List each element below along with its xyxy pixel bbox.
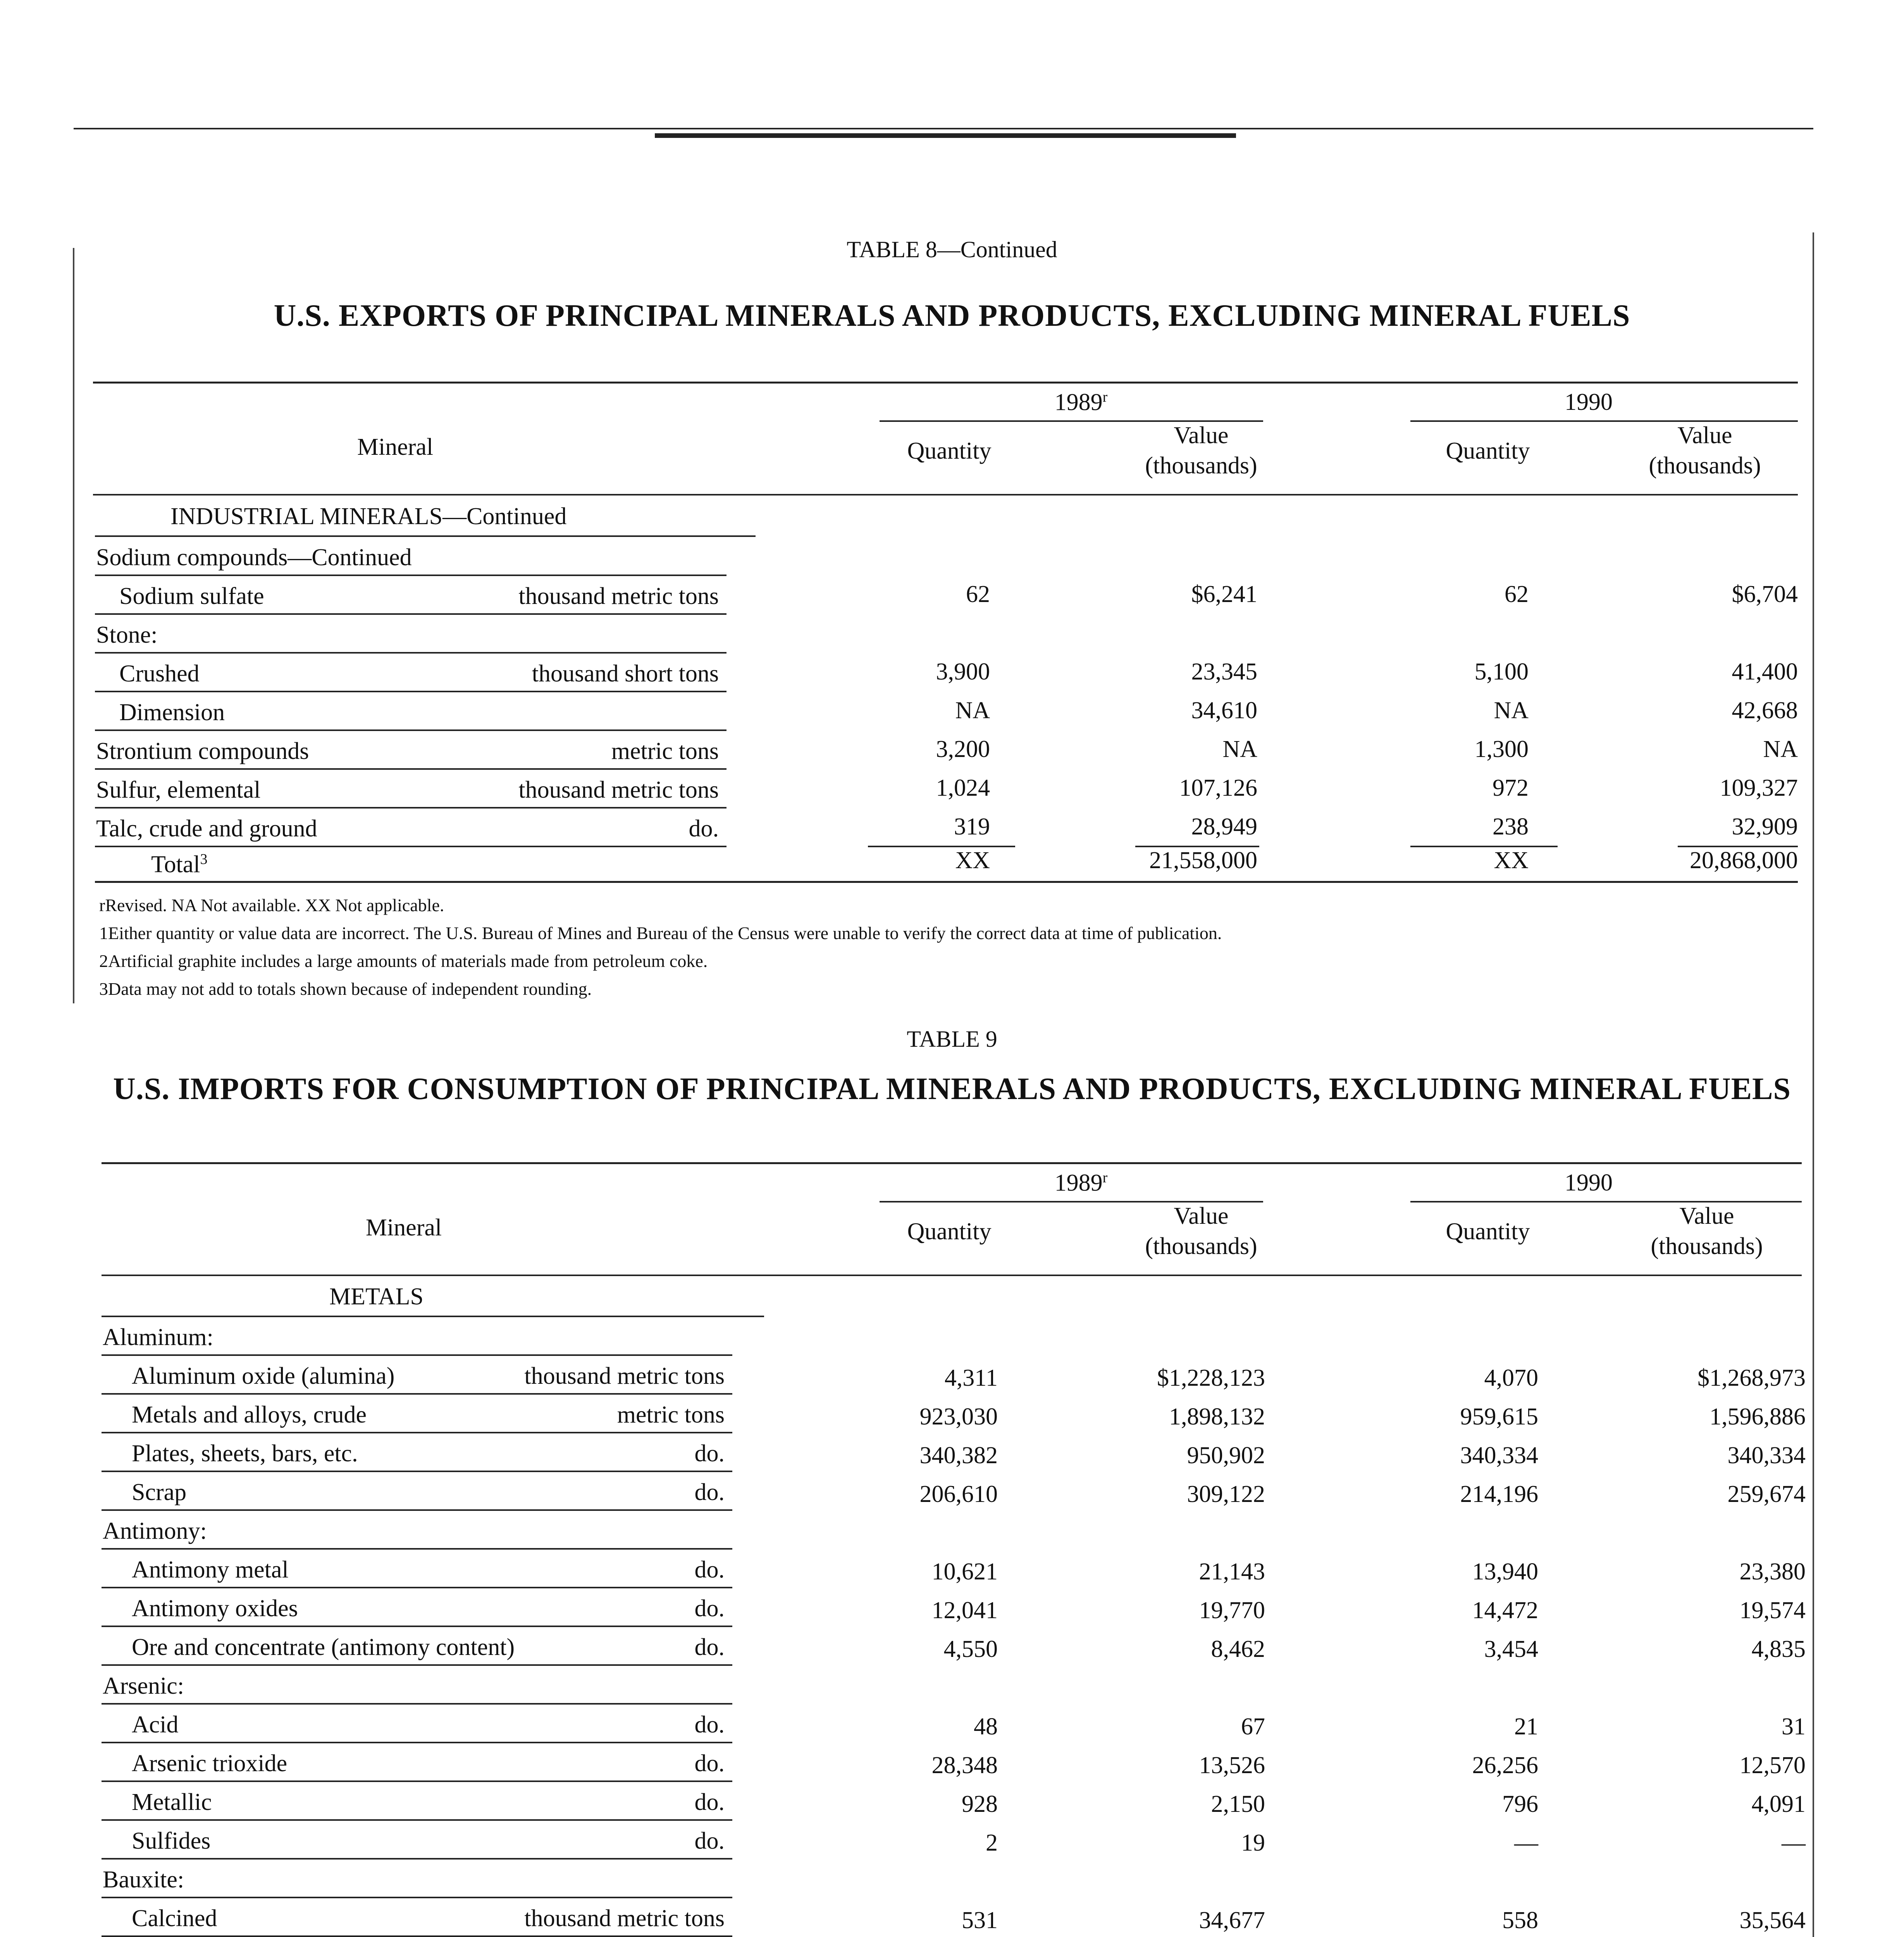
table8-year-1989 <box>976 389 1186 416</box>
table9-row-name: Scrap <box>132 1479 187 1505</box>
table8-total-sup: 3 <box>200 851 208 867</box>
table9-year-1990: 1990 <box>1565 1170 1613 1196</box>
table9-row <box>0 1395 1904 1433</box>
table9-cell-q89: 28,348 <box>931 1752 998 1779</box>
table8-bottom-rule <box>95 881 1798 883</box>
table9-cell-q89: 48 <box>974 1713 998 1740</box>
table9-value-1990-line1: Value <box>1679 1203 1734 1229</box>
table8-cell-q89: NA <box>955 697 990 724</box>
table9-row-name: Calcined <box>132 1905 217 1932</box>
table8-value-1990-heading <box>1612 420 1798 481</box>
table9-row-name: Antimony oxides <box>132 1595 298 1622</box>
table8-cell-q90: 62 <box>1505 581 1529 607</box>
table8-header-top-rule <box>93 382 1798 384</box>
table9-row-name: Sulfides <box>132 1828 211 1854</box>
table8-cell-q89: 62 <box>966 581 990 607</box>
table9-cell-v89: 1,898,132 <box>1169 1404 1265 1430</box>
table9-header-top-rule <box>102 1162 1802 1164</box>
table9-cell-v90: $1,268,973 <box>1697 1365 1806 1391</box>
table8-total-v89: 21,558,000 <box>1149 847 1257 874</box>
table8-cell-v90: 32,909 <box>1732 814 1798 840</box>
table9-quantity-1990-heading: Quantity <box>1446 1218 1530 1245</box>
table8-row-name: Sulfur, elemental <box>96 777 261 803</box>
table8-cell-v89: 107,126 <box>1179 775 1257 801</box>
table9-cell-v90: — <box>1782 1830 1806 1856</box>
table8-title: U.S. EXPORTS OF PRINCIPAL MINERALS AND PRODUCTS, EXCLUDING MINERAL FUELS <box>274 299 1630 333</box>
table8-row <box>0 654 1904 692</box>
table8-cell-v90: 42,668 <box>1732 697 1798 724</box>
table9-cell-q89: 340,382 <box>919 1442 998 1469</box>
table8-cell-q89: 1,024 <box>936 775 990 801</box>
table8-row-unit: do. <box>689 815 719 842</box>
table9-cell-v89: 19,770 <box>1199 1597 1265 1624</box>
table9-row-unit: do. <box>694 1479 725 1505</box>
table9-row-unit: thousand metric tons <box>524 1905 725 1932</box>
table8-row <box>0 731 1904 770</box>
table9-cell-v90: 23,380 <box>1739 1559 1806 1585</box>
table8-footnote: 2Artificial graphite includes a large amounts of materials made from petroleum coke. <box>99 951 708 971</box>
table9-cell-q90: 558 <box>1502 1907 1538 1934</box>
table8-row-name: Crushed <box>119 661 200 687</box>
table8-total-label <box>151 851 208 879</box>
table8-year-1989-text: 1989 <box>1054 389 1103 416</box>
table9-cell-v90: 4,091 <box>1751 1791 1806 1817</box>
table8-row-unit: thousand short tons <box>532 661 719 687</box>
table9-row <box>0 1433 1904 1472</box>
table8-cell-v90: 109,327 <box>1720 775 1798 801</box>
table8-label: TABLE 8—Continued <box>847 237 1057 262</box>
table9-cell-v89: $1,228,123 <box>1157 1365 1265 1391</box>
table9-cell-v90: 340,334 <box>1727 1442 1806 1469</box>
table9-row <box>0 1705 1904 1743</box>
table9-row-name: Bauxite: <box>103 1866 184 1893</box>
table9-cell-v90: 259,674 <box>1727 1481 1806 1507</box>
table9-cell-v89: 34,677 <box>1199 1907 1265 1934</box>
table9-cell-v90: 1,596,886 <box>1709 1404 1806 1430</box>
table9-label: TABLE 9 <box>907 1026 997 1052</box>
table9-value-1989-line2: (thousands) <box>1145 1233 1257 1259</box>
table9-row-name: Arsenic: <box>103 1673 184 1699</box>
table9-cell-v89: 8,462 <box>1211 1636 1265 1662</box>
table9-row-name: Ore and concentrate (antimony content) <box>132 1634 515 1660</box>
top-rule-thick <box>655 133 1236 138</box>
table9-cell-q89: 4,550 <box>943 1636 998 1662</box>
table8-cell-v89: $6,241 <box>1191 581 1257 607</box>
table9-year-1989-sup: r <box>1102 1170 1108 1186</box>
table8-row-rule <box>95 846 726 847</box>
table8-row-name: Strontium compounds <box>96 738 309 764</box>
table9-cell-q90: 26,256 <box>1472 1752 1538 1779</box>
table8-footnote: 1Either quantity or value data are incorrect. The U.S. Bureau of Mines and Bureau of the Census were unable to verify the correct data at time of publication. <box>99 923 1222 943</box>
table9-cell-q90: 959,615 <box>1460 1404 1538 1430</box>
table8-row <box>0 770 1904 809</box>
table9-title: U.S. IMPORTS FOR CONSUMPTION OF PRINCIPAL MINERALS AND PRODUCTS, EXCLUDING MINERAL FUELS <box>113 1072 1791 1106</box>
table8-cell-q90: NA <box>1494 697 1529 724</box>
table8-row-name: Sodium sulfate <box>119 583 264 609</box>
table8-cell-v89: NA <box>1222 736 1257 762</box>
table9-cell-q90: 796 <box>1502 1791 1538 1817</box>
table8-row <box>0 809 1904 847</box>
table9-row <box>0 1588 1904 1627</box>
table8-value-1989-line1: Value <box>1174 422 1229 449</box>
table8-row-unit: thousand metric tons <box>518 583 719 609</box>
table8-quantity-1990-heading: Quantity <box>1446 438 1530 464</box>
table8-section-heading: INDUSTRIAL MINERALS—Continued <box>170 503 567 530</box>
table9-value-1990-line2: (thousands) <box>1651 1233 1763 1259</box>
table9-row-name: Antimony: <box>103 1518 207 1544</box>
table9-row-name: Aluminum: <box>103 1324 213 1350</box>
table9-row-unit: do. <box>694 1828 725 1854</box>
table8-total-q89: XX <box>955 847 990 874</box>
table8-cell-q89: 3,900 <box>936 659 990 685</box>
table9-row <box>0 1627 1904 1666</box>
table9-row <box>0 1860 1904 1898</box>
table8-total-q90: XX <box>1494 847 1529 874</box>
table9-cell-v90: 31 <box>1782 1713 1806 1740</box>
table8-cell-q89: 3,200 <box>936 736 990 762</box>
table9-cell-v89: 2,150 <box>1211 1791 1265 1817</box>
table9-cell-v90: 12,570 <box>1739 1752 1806 1779</box>
table8-cell-v90: NA <box>1763 736 1798 762</box>
table9-row-unit: do. <box>694 1750 725 1777</box>
table9-row-unit: metric tons <box>617 1402 725 1428</box>
table9-cell-v89: 13,526 <box>1199 1752 1265 1779</box>
table9-cell-q89: 923,030 <box>919 1404 998 1430</box>
table9-cell-q90: 4,070 <box>1484 1365 1538 1391</box>
table9-row <box>0 1743 1904 1782</box>
table9-cell-v89: 950,902 <box>1187 1442 1265 1469</box>
table9-cell-v89: 19 <box>1241 1830 1265 1856</box>
table9-value-1989-heading <box>1069 1201 1333 1261</box>
table9-row-unit: do. <box>694 1557 725 1583</box>
table8-value-1989-heading <box>1069 420 1333 481</box>
table8-quantity-1989-heading: Quantity <box>907 438 992 464</box>
table9-cell-q90: 214,196 <box>1460 1481 1538 1507</box>
table8-row-name: Talc, crude and ground <box>96 815 317 842</box>
table9-row-name: Plates, sheets, bars, etc. <box>132 1440 358 1467</box>
table9-row <box>0 1821 1904 1860</box>
table9-cell-v90: 19,574 <box>1739 1597 1806 1624</box>
table9-row <box>0 1356 1904 1395</box>
table8-cell-q90: 972 <box>1493 775 1529 801</box>
table8-footnote: 3Data may not add to totals shown because of independent rounding. <box>99 979 592 999</box>
table9-cell-q90: 340,334 <box>1460 1442 1538 1469</box>
table8-row-name: Sodium compounds—Continued <box>96 544 412 571</box>
table9-row-unit: do. <box>694 1712 725 1738</box>
table8-year-1990: 1990 <box>1565 389 1613 415</box>
table8-total-v90: 20,868,000 <box>1690 847 1798 874</box>
table9-cell-q90: — <box>1514 1830 1538 1856</box>
table8-cell-v89: 28,949 <box>1191 814 1257 840</box>
table9-value-1990-heading <box>1612 1201 1802 1261</box>
table8-row <box>0 537 1904 576</box>
table9-value-1989-line1: Value <box>1174 1203 1229 1229</box>
table8-row-unit: thousand metric tons <box>518 777 719 803</box>
table9-row <box>0 1898 1904 1937</box>
table8-header-bottom-rule <box>93 494 1798 495</box>
table8-row-unit: metric tons <box>611 738 719 764</box>
table9-row-name: Aluminum oxide (alumina) <box>132 1363 395 1389</box>
table8-cell-v89: 34,610 <box>1191 697 1257 724</box>
table9-cell-v89: 21,143 <box>1199 1559 1265 1585</box>
table9-cell-q89: 531 <box>962 1907 998 1934</box>
table8-section-rule <box>95 535 756 537</box>
table8-cell-q90: 1,300 <box>1474 736 1529 762</box>
table9-quantity-1989-heading: Quantity <box>907 1218 992 1245</box>
table9-row <box>0 1550 1904 1588</box>
table8-row <box>0 615 1904 654</box>
table9-cell-q89: 4,311 <box>944 1365 998 1391</box>
table8-value-1990-line2: (thousands) <box>1649 452 1761 479</box>
table8-total-rule-q90 <box>1410 846 1558 847</box>
table9-cell-q90: 3,454 <box>1484 1636 1538 1662</box>
table9-cell-v90: 4,835 <box>1751 1636 1806 1662</box>
table9-cell-q90: 14,472 <box>1472 1597 1538 1624</box>
table8-value-1990-line1: Value <box>1677 422 1732 449</box>
table9-row-unit: do. <box>694 1595 725 1622</box>
table8-cell-v90: $6,704 <box>1732 581 1798 607</box>
table8-row-name: Dimension <box>119 699 225 726</box>
table8-mineral-heading: Mineral <box>357 434 434 460</box>
table9-year-1989 <box>976 1169 1186 1197</box>
table8-cell-v89: 23,345 <box>1191 659 1257 685</box>
table9-row <box>0 1782 1904 1821</box>
table8-cell-q90: 238 <box>1493 814 1529 840</box>
table9-row-unit: do. <box>694 1634 725 1660</box>
table8-cell-q90: 5,100 <box>1474 659 1529 685</box>
table9-row <box>0 1317 1904 1356</box>
table9-cell-q89: 2 <box>986 1830 998 1856</box>
table9-row-unit: do. <box>694 1440 725 1467</box>
table9-header-bottom-rule <box>102 1275 1802 1276</box>
table9-row <box>0 1511 1904 1550</box>
table9-row <box>0 1666 1904 1705</box>
table8-total-rule-q89 <box>868 846 1015 847</box>
table8-row <box>0 576 1904 615</box>
table9-row-name: Antimony metal <box>132 1557 289 1583</box>
table8-year-1989-sup: r <box>1102 389 1108 405</box>
table9-cell-q89: 12,041 <box>931 1597 998 1624</box>
table9-row-name: Metallic <box>132 1789 212 1815</box>
top-rule <box>74 128 1813 129</box>
table8-cell-v90: 41,400 <box>1732 659 1798 685</box>
table8-footnote: rRevised. NA Not available. XX Not applicable. <box>99 895 444 915</box>
table9-mineral-heading: Mineral <box>365 1214 442 1241</box>
table9-cell-q90: 13,940 <box>1472 1559 1538 1585</box>
table9-cell-q90: 21 <box>1514 1713 1538 1740</box>
table9-cell-v90: 35,564 <box>1739 1907 1806 1934</box>
table9-cell-q89: 928 <box>962 1791 998 1817</box>
table8-value-1989-line2: (thousands) <box>1145 452 1257 479</box>
table9-cell-q89: 10,621 <box>931 1559 998 1585</box>
table9-year-1989-text: 1989 <box>1054 1170 1103 1196</box>
table8-total-text: Total <box>151 851 200 878</box>
table9-row-unit: thousand metric tons <box>524 1363 725 1389</box>
table9-row <box>0 1472 1904 1511</box>
table9-cell-v89: 309,122 <box>1187 1481 1265 1507</box>
table9-cell-q89: 206,610 <box>919 1481 998 1507</box>
table9-cell-v89: 67 <box>1241 1713 1265 1740</box>
table8-cell-q89: 319 <box>954 814 990 840</box>
table9-row-unit: do. <box>694 1789 725 1815</box>
table9-row-name: Metals and alloys, crude <box>132 1402 367 1428</box>
table9-row-name: Arsenic trioxide <box>132 1750 287 1777</box>
table9-row-name: Acid <box>132 1712 179 1738</box>
table8-row <box>0 692 1904 731</box>
table8-row-name: Stone: <box>96 622 158 648</box>
table9-section-heading: METALS <box>329 1283 424 1310</box>
